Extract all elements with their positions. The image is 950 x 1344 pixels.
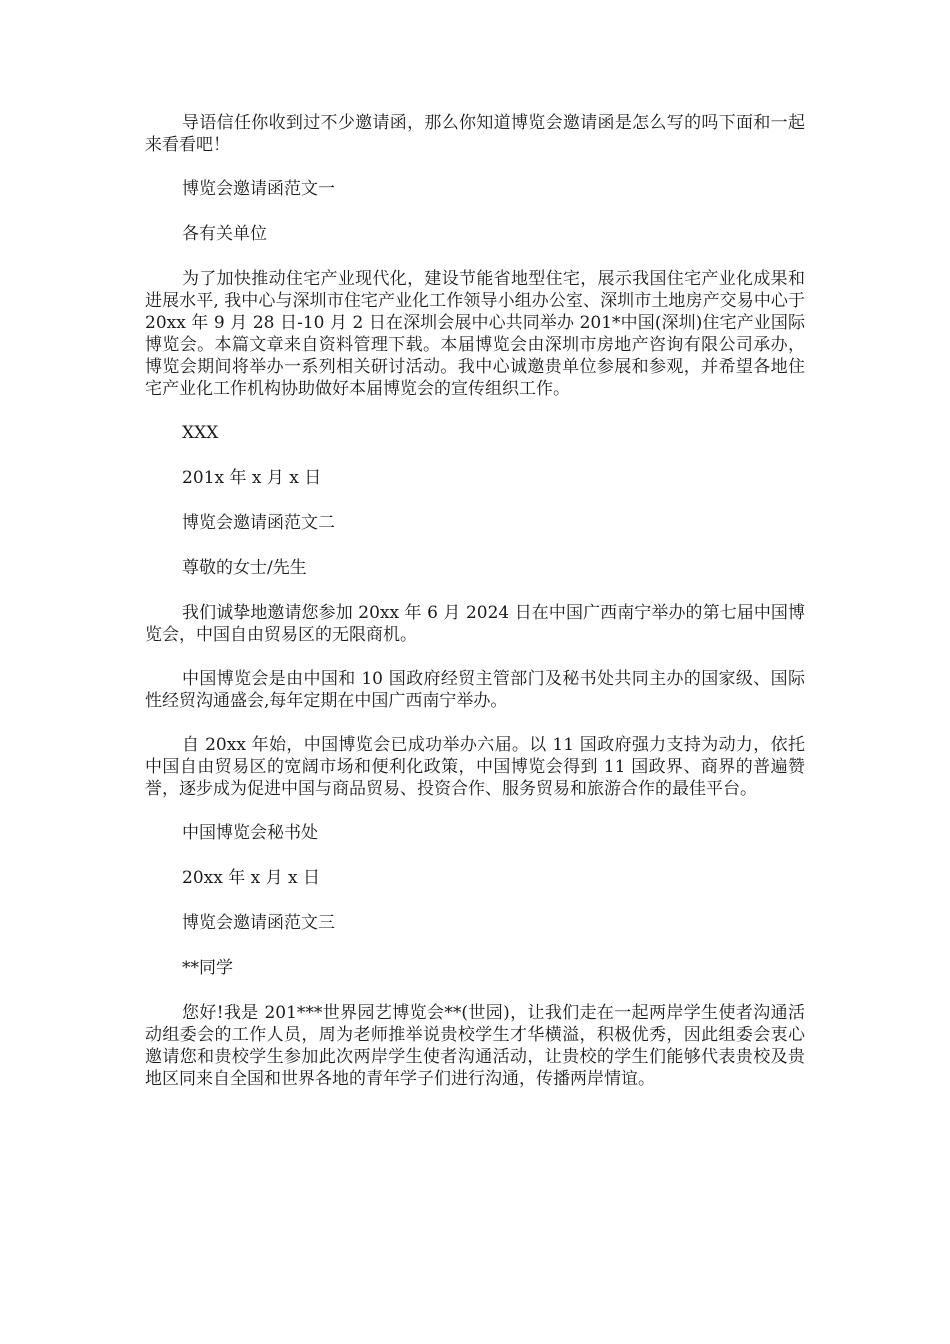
salutation-1: 各有关单位 [182,224,267,244]
date-2: 20xx 年 x 月 x 日 [182,868,321,888]
body-paragraph-2c: 自 20xx 年始，中国博览会已成功举办六届。以 11 国政府强力支持为动力，依托中国自由贸易区的宽阔市场和便利化政策，中国博览会得到 11 国政界、商界的普遍赞誉，逐步成为促进中国与商品贸易、投资合作、服务贸易和旅游合作的最佳平台。 [145,735,805,799]
body-paragraph-3: 您好!我是 201***世界园艺博览会**(世园)，让我们走在一起两岸学生使者沟通活动组委会的工作人员，周为老师推举说贵校学生才华横溢，积极优秀，因此组委会衷心邀请您和贵校学生参加此次两岸学生使者沟通活动，让贵校的学生们能够代表贵校及贵地区同来自全国和世界各地的青年学子们进行沟通，传播两岸情谊。 [145,1003,805,1089]
signature-2: 中国博览会秘书处 [182,823,318,843]
section-heading-3: 博览会邀请函范文三 [182,913,335,933]
intro-paragraph: 导语信任你收到过不少邀请函，那么你知道博览会邀请函是怎么写的吗下面和一起来看看吧！ [145,113,805,155]
section-heading-1: 博览会邀请函范文一 [182,179,335,199]
body-paragraph-2a: 我们诚挚地邀请您参加 20xx 年 6 月 2024 日在中国广西南宁举办的第七届中国博览会，中国自由贸易区的无限商机。 [145,603,805,645]
date-1: 201x 年 x 月 x 日 [182,468,322,488]
salutation-2: 尊敬的女士/先生 [182,558,307,578]
body-paragraph-2b: 中国博览会是由中国和 10 国政府经贸主管部门及秘书处共同主办的国家级、国际性经贸沟通盛会,每年定期在中国广西南宁举办。 [145,669,805,711]
body-paragraph-1: 为了加快推动住宅产业现代化，建设节能省地型住宅，展示我国住宅产业化成果和进展水平, 我中心与深圳市住宅产业化工作领导小组办公室、深圳市土地房产交易中心于 20xx 年 9 月 28 日-10 月 2 日在深圳会展中心共同举办 201*中国(深圳)住宅产业国际博览会。本篇文章来自资料管理下载。本届博览会由深圳市房地产咨询有限公司承办，博览会期间将举办一系列相关研讨活动。我中心诚邀贵单位参展和参观，并希望各地住宅产业化工作机构协助做好本届博览会的宣传组织工作。 [145,269,805,399]
signature-1: XXX [182,423,219,443]
salutation-3: **同学 [182,958,233,978]
section-heading-2: 博览会邀请函范文二 [182,513,335,533]
document-body [145,112,805,1112]
